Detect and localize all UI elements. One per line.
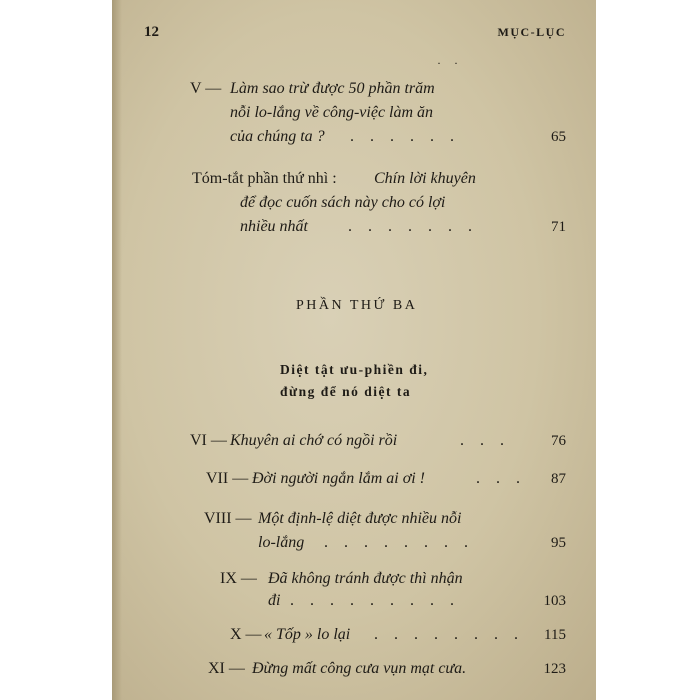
toc-page-number: 87 <box>551 471 566 487</box>
ornament-dots: · · <box>437 56 463 70</box>
toc-entry-number: VII — <box>206 470 249 487</box>
leader-dots: . . . . . . . . <box>324 534 474 551</box>
page-number: 12 <box>144 24 159 40</box>
toc-entry-line: Làm sao trừ được 50 phần trăm <box>230 80 435 97</box>
toc-entry-number: V — <box>190 80 222 97</box>
toc-entry-number: XI — <box>208 660 245 677</box>
toc-page-number: 71 <box>551 219 566 235</box>
toc-entry-lead: Tóm-tắt phần thứ nhì : <box>192 170 337 187</box>
toc-entry-number: X — <box>230 626 262 643</box>
toc-entry-line: Một định-lệ diệt được nhiều nỗi <box>258 510 462 527</box>
toc-page-number: 115 <box>544 627 566 643</box>
toc-entry-line: Đừng mất công cưa vụn mạt cưa. <box>252 660 467 677</box>
toc-page-number: 103 <box>543 593 566 609</box>
toc-entry-line: để đọc cuốn sách này cho có lợi <box>240 194 446 211</box>
toc-page-number: 95 <box>551 535 566 551</box>
toc-entry-line: nhiều nhất <box>240 218 308 235</box>
toc-entry-number: VI — <box>190 432 227 449</box>
toc-entry-line: đi <box>268 592 281 609</box>
toc-page-number: 123 <box>543 661 566 677</box>
toc-entry-number: VIII — <box>204 510 252 527</box>
part-title: PHẦN THỨ BA <box>296 298 418 313</box>
toc-entry-line: nỗi lo-lắng về công-việc làm ăn <box>230 104 434 121</box>
page-spine-shadow <box>112 0 122 700</box>
part-subtitle-line: Diệt tật ưu-phiền đi, <box>280 362 429 377</box>
leader-dots: . . . . . . <box>350 128 460 145</box>
leader-dots: . . . . . . . <box>348 218 478 235</box>
toc-entry-line: Đời người ngắn lắm ai ơi ! <box>252 470 426 487</box>
running-header: MỤC-LỤC <box>497 25 566 39</box>
toc-entry-line: của chúng ta ? <box>230 128 325 145</box>
toc-entry-line: Đã không tránh được thì nhận <box>268 570 463 587</box>
leader-dots: . . . . . . . . . <box>290 592 460 609</box>
leader-dots: . . . <box>460 432 510 449</box>
leader-dots: . . . . . . . . <box>374 626 524 643</box>
leader-dots: . . . <box>476 470 526 487</box>
toc-entry-line: Khuyên ai chớ có ngồi rồi <box>230 432 398 449</box>
toc-page-number: 65 <box>551 129 566 145</box>
part-subtitle-line: đừng để nó diệt ta <box>280 384 412 399</box>
book-page <box>112 0 596 700</box>
toc-entry-line: Chín lời khuyên <box>374 170 476 187</box>
toc-entry-line: « Tốp » lo lại <box>264 626 351 643</box>
toc-page-number: 76 <box>551 433 566 449</box>
toc-entry-line: lo-lắng <box>258 534 305 551</box>
toc-entry-number: IX — <box>220 570 257 587</box>
